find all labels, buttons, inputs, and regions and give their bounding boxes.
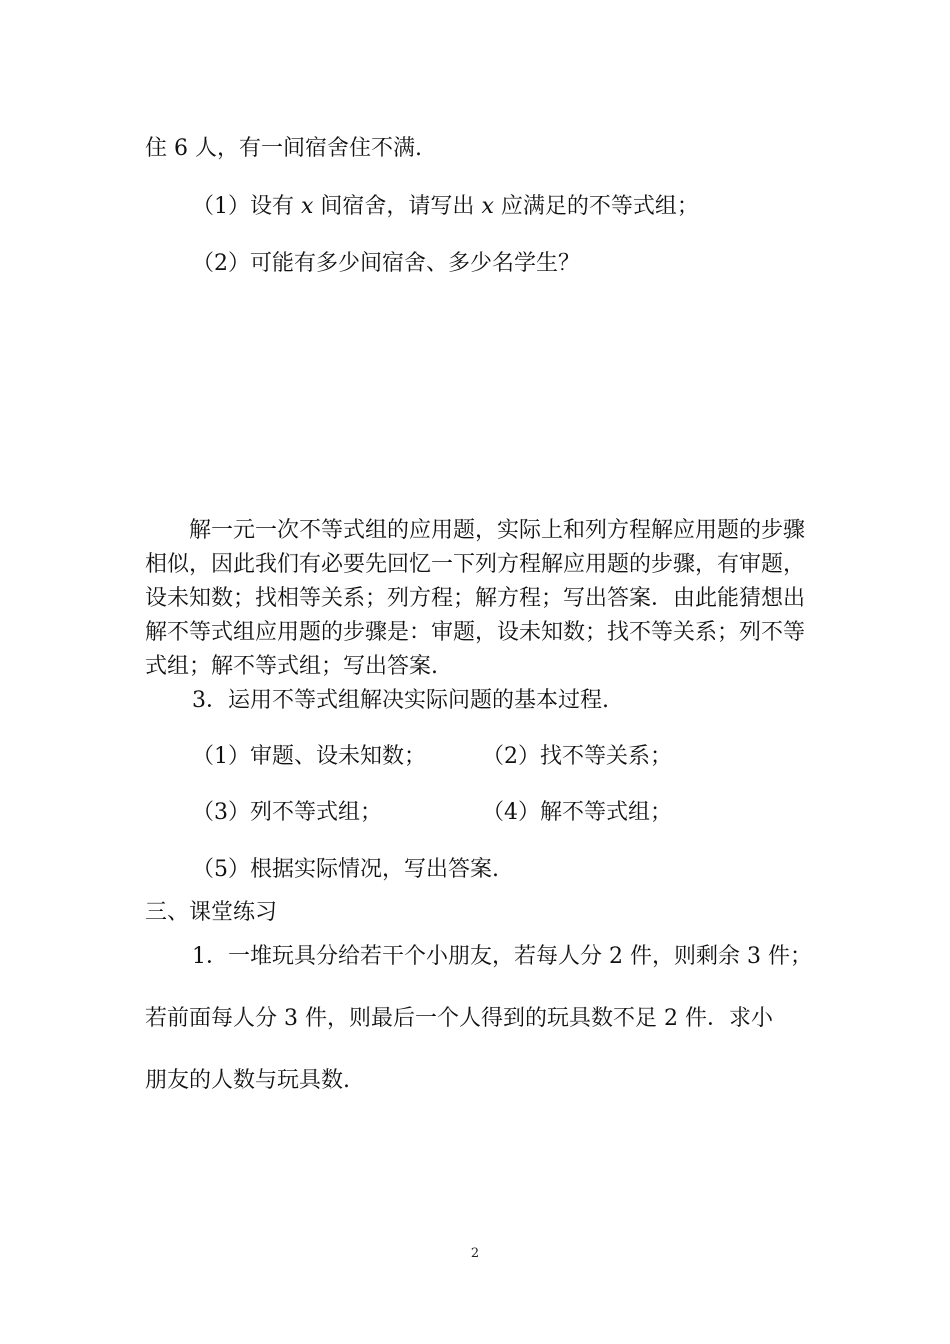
step-3: （3）列不等式组； xyxy=(192,800,382,825)
practice-question-line-3: 朋友的人数与玩具数. xyxy=(145,1068,350,1093)
variable-x: x xyxy=(301,194,314,219)
step-5: （5）根据实际情况，写出答案. xyxy=(192,857,499,882)
question-1 xyxy=(192,192,699,222)
question-1-suffix: 应满足的不等式组； xyxy=(500,194,699,219)
section-3-heading: 3．运用不等式组解决实际问题的基本过程. xyxy=(192,688,609,713)
step-2: （2）找不等关系； xyxy=(482,744,672,769)
summary-paragraph: 解一元一次不等式组的应用题，实际上和列方程解应用题的步骤相似，因此我们有必要先回忆一下列方程解应用题的步骤，有审题，设未知数；找相等关系；列方程；解方程；写出答案．由此能猜想出解不等式组应用题的步骤是：审题，设未知数；找不等关系；列不等式组；解不等式组；写出答案. xyxy=(145,518,806,679)
question-2: （2）可能有多少间宿舍、多少名学生？ xyxy=(192,251,580,276)
step-4: （4）解不等式组； xyxy=(482,800,672,825)
problem-tail-line: 住 6 人，有一间宿舍住不满. xyxy=(145,136,422,161)
question-1-prefix: （1）设有 xyxy=(192,194,294,219)
practice-heading: 三、课堂练习 xyxy=(145,900,278,925)
question-1-mid: 间宿舍，请写出 xyxy=(320,194,475,219)
step-1: （1）审题、设未知数； xyxy=(192,744,426,769)
practice-question-line-2: 若前面每人分 3 件，则最后一个人得到的玩具数不足 2 件．求小 xyxy=(145,1006,773,1031)
variable-x: x xyxy=(481,194,494,219)
practice-question-line-1: 1．一堆玩具分给若干个小朋友，若每人分 2 件，则剩余 3 件； xyxy=(192,944,812,969)
page-number: 2 xyxy=(470,1246,480,1261)
